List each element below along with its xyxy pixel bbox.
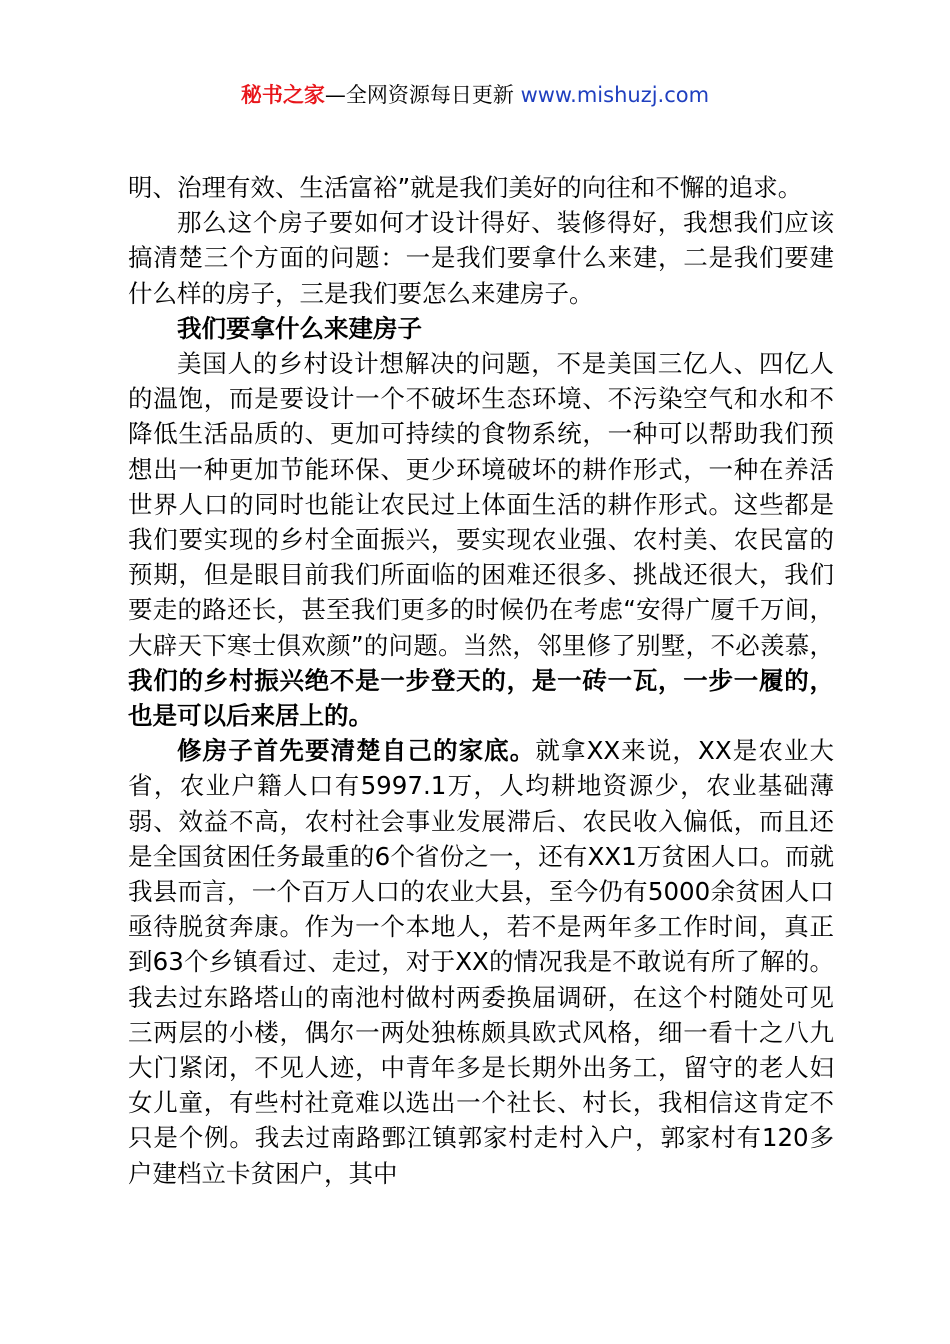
header-slogan: —全网资源每日更新 xyxy=(324,83,521,107)
paragraph-intro: 那么这个房子要如何才设计得好、装修得好，我想我们应该搞清楚三个方面的问题：一是我们要拿什么来建，二是我们要建什么样的房子，三是我们要怎么来建房子。 xyxy=(128,208,834,308)
paragraph-text: 就拿XX来说，XX是农业大省，农业户籍人口有5997.1万，人均耕地资源少，农业基础薄弱、效益不高，农村社会事业发展滞后、农民收入偏低，而且还是全国贫困任务最重的6个省份之一，还有XX1万贫困人口。而就我县而言，一个百万人口的农业大县，至今仍有5000余贫困人口亟待脱贫奔康。作为一个本地人，若不是两年多工作时间，真正到63个乡镇看过、走过，对于XX的情况我是不敢说有所了解的。我去过东路塔山的南池村做村两委换届调研，在这个村随处可见三两层的小楼，偶尔一两处独栋颇具欧式风格，细一看十之八九大门紧闭，不见人迹，中青年多是长期外出务工，留守的老人妇女儿童，有些村社竟难以选出一个社长、村长，我相信这肯定不只是个例。我去过南路鄄江镇郭家村走村入户，郭家村有120多户建档立卡贫困户，其中 xyxy=(128,736,834,1188)
brand-name: 秘书之家 xyxy=(240,83,325,107)
paragraph-emphasis: 我们的乡村振兴绝不是一步登天的，是一砖一瓦，一步一履的，也是可以后来居上的。 xyxy=(128,665,834,731)
paragraph-continued: 明、治理有效、生活富裕”就是我们美好的向往和不懈的追求。 xyxy=(128,173,803,202)
document-body xyxy=(128,170,834,1191)
section-heading: 我们要拿什么来建房子 xyxy=(177,313,422,343)
paragraph-text: 美国人的乡村设计想解决的问题，不是美国三亿人、四亿人的温饱，而是要设计一个不破坏生态环境、不污染空气和水和不降低生活品质的、更加可持续的食物系统，一种可以帮助我们预想出一种更加节能环保、更少环境破坏的耕作形式，一种在养活世界人口的同时也能让农民过上体面生活的耕作形式。这些都是我们要实现的乡村全面振兴，要实现农业强、农村美、农民富的预期，但是眼目前我们所面临的困难还很多、挑战还很大，我们要走的路还长，甚至我们更多的时候仍在考虑“安得广厦千万间，大辟天下寒士俱欢颜”的问题。当然，邻里修了别墅，不必羡慕， xyxy=(128,349,834,660)
page-header xyxy=(0,80,950,110)
paragraph-american-rural xyxy=(128,346,834,733)
paragraph-lead-emphasis: 修房子首先要清楚自己的家底。 xyxy=(177,736,536,766)
paragraph-family-base xyxy=(128,733,834,1191)
site-url-link[interactable]: www.mishuzj.com xyxy=(520,83,710,107)
